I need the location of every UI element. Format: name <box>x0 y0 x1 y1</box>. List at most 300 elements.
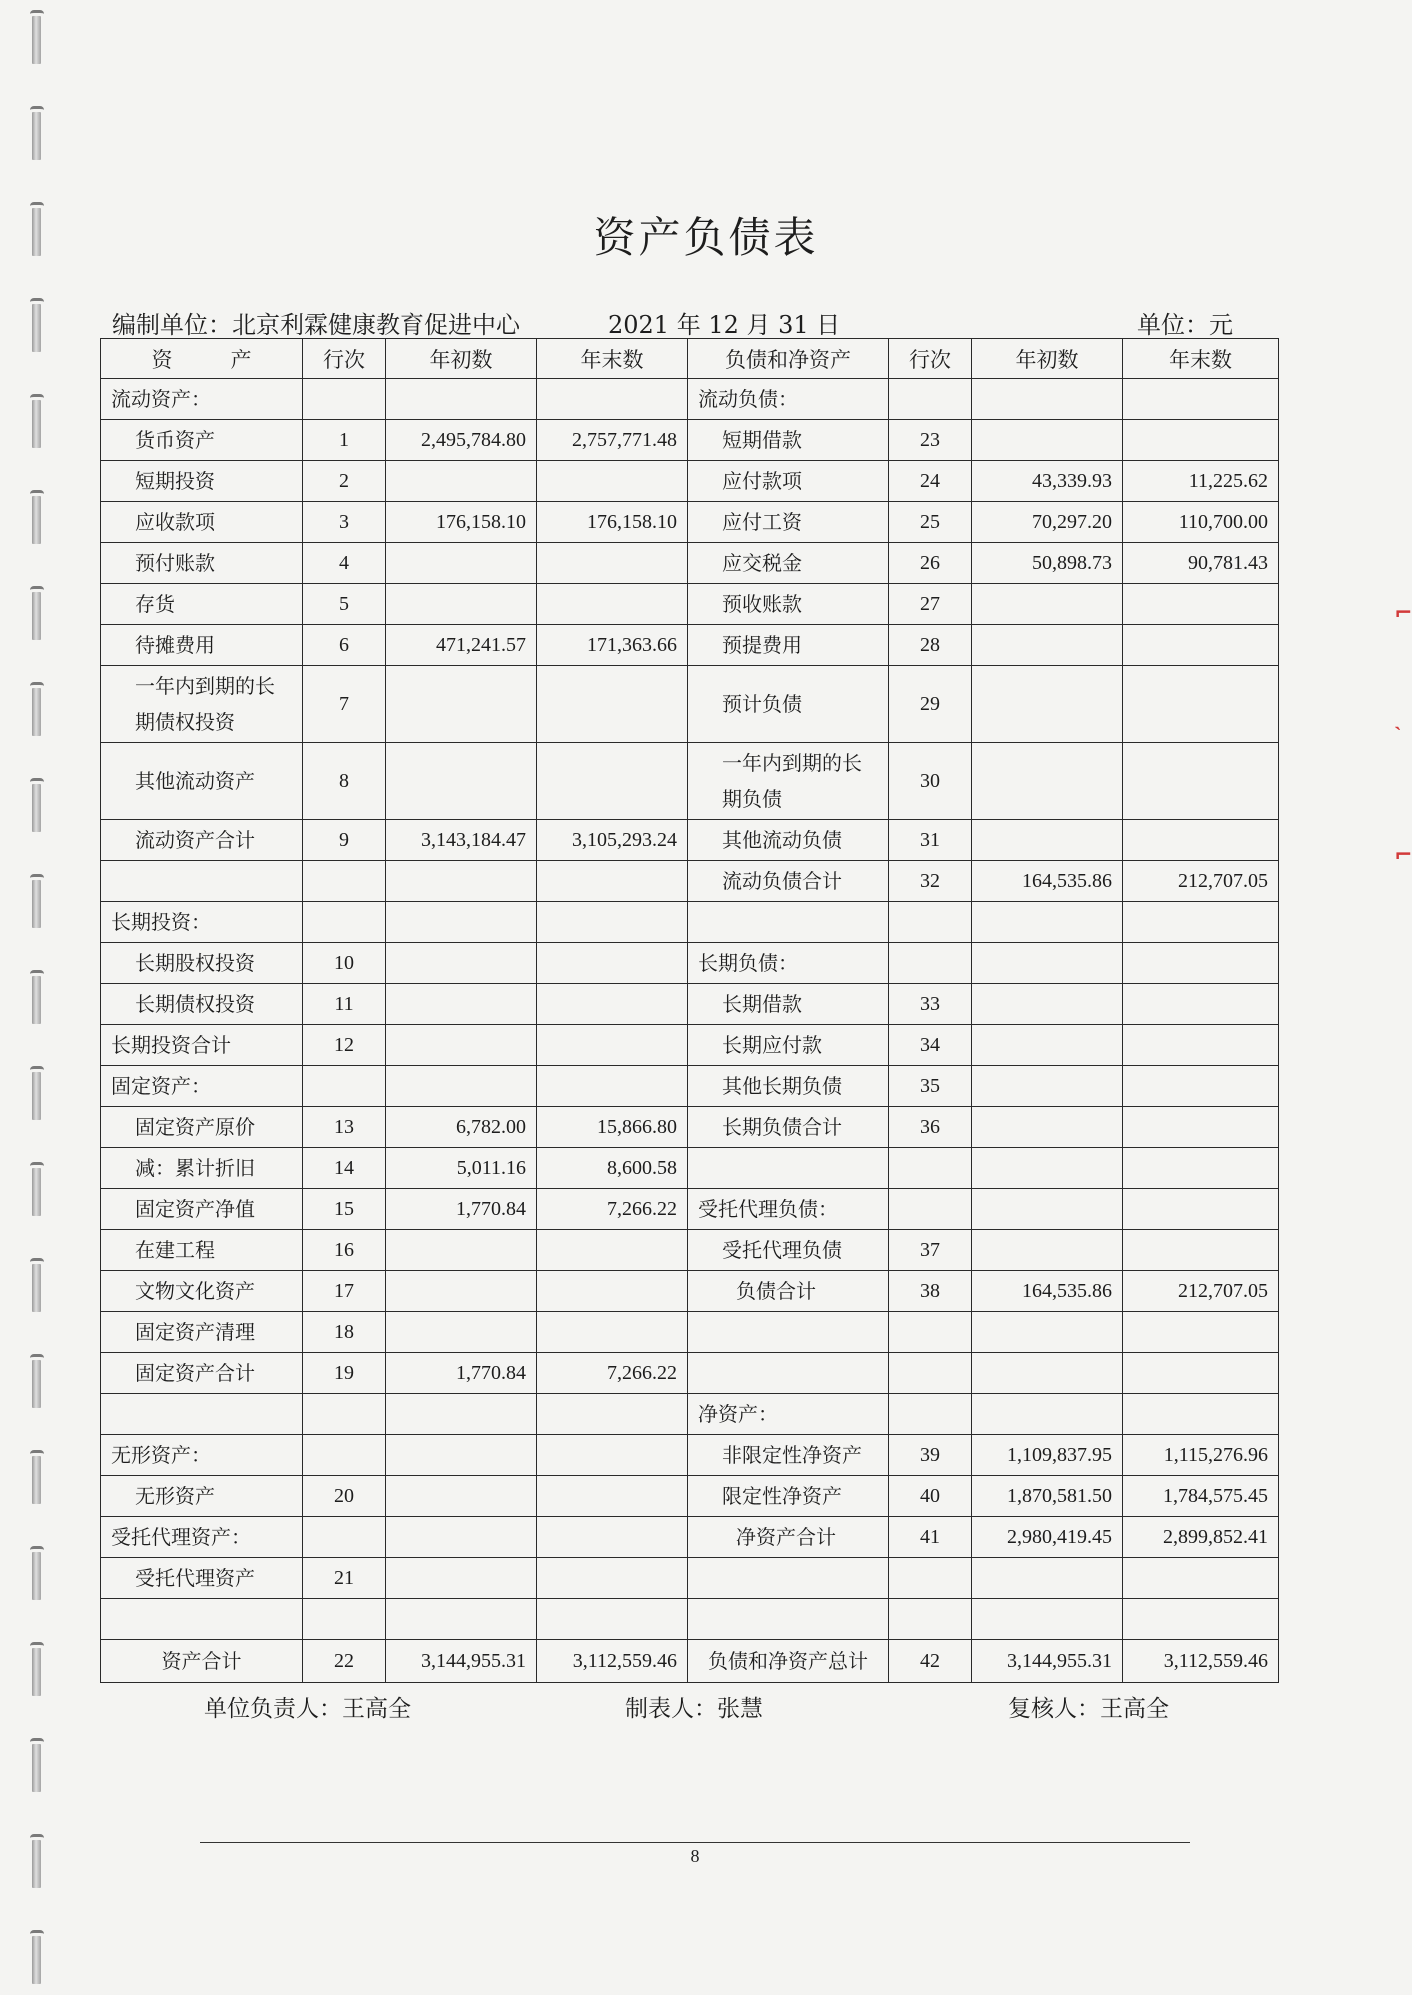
asset-label: 资产合计 <box>101 1640 303 1683</box>
asset-closing-value: 176,158.10 <box>537 502 688 543</box>
liability-closing-value: 11,225.62 <box>1123 461 1279 502</box>
header-closing: 年末数 <box>1123 339 1279 379</box>
asset-label: 流动资产： <box>101 379 303 420</box>
liability-opening-value <box>972 379 1123 420</box>
asset-closing-value <box>537 1476 688 1517</box>
signature-head: 单位负责人：王高全 <box>204 1696 411 1722</box>
asset-closing-value <box>537 984 688 1025</box>
header-opening: 年初数 <box>386 339 537 379</box>
liability-closing-value: 212,707.05 <box>1123 861 1279 902</box>
asset-label: 文物文化资产 <box>101 1271 303 1312</box>
table-row <box>101 1599 1279 1640</box>
asset-closing-value: 15,866.80 <box>537 1107 688 1148</box>
asset-closing-value: 8,600.58 <box>537 1148 688 1189</box>
asset-line-no: 6 <box>303 625 386 666</box>
liability-label: 短期借款 <box>688 420 889 461</box>
liability-label <box>688 1353 889 1394</box>
liability-line-no: 29 <box>889 666 972 743</box>
asset-label: 待摊费用 <box>101 625 303 666</box>
asset-opening-value <box>386 1476 537 1517</box>
liability-opening-value <box>972 902 1123 943</box>
liability-closing-value: 1,115,276.96 <box>1123 1435 1279 1476</box>
asset-opening-value <box>386 943 537 984</box>
liability-opening-value: 164,535.86 <box>972 1271 1123 1312</box>
binding-ring <box>30 1162 42 1218</box>
liability-label <box>688 1558 889 1599</box>
header-line-no: 行次 <box>889 339 972 379</box>
liability-label: 应付款项 <box>688 461 889 502</box>
table-row <box>101 1066 1279 1107</box>
asset-opening-value <box>386 1025 537 1066</box>
asset-line-no: 18 <box>303 1312 386 1353</box>
asset-opening-value <box>386 666 537 743</box>
asset-closing-value <box>537 943 688 984</box>
liability-closing-value <box>1123 902 1279 943</box>
liability-line-no <box>889 902 972 943</box>
asset-closing-value <box>537 1025 688 1066</box>
liability-opening-value: 70,297.20 <box>972 502 1123 543</box>
liability-line-no: 34 <box>889 1025 972 1066</box>
asset-closing-value <box>537 861 688 902</box>
table-row <box>101 379 1279 420</box>
table-row <box>101 1394 1279 1435</box>
liability-closing-value <box>1123 820 1279 861</box>
asset-line-no: 5 <box>303 584 386 625</box>
table-row <box>101 902 1279 943</box>
asset-closing-value <box>537 543 688 584</box>
liability-line-no <box>889 379 972 420</box>
table-row <box>101 820 1279 861</box>
liability-line-no: 36 <box>889 1107 972 1148</box>
liability-label: 其他流动负债 <box>688 820 889 861</box>
liability-opening-value <box>972 1066 1123 1107</box>
asset-closing-value: 7,266.22 <box>537 1353 688 1394</box>
liability-opening-value <box>972 1394 1123 1435</box>
liability-closing-value <box>1123 1107 1279 1148</box>
asset-line-no <box>303 1517 386 1558</box>
liability-closing-value: 2,899,852.41 <box>1123 1517 1279 1558</box>
asset-closing-value <box>537 1517 688 1558</box>
asset-label: 货币资产 <box>101 420 303 461</box>
table-row <box>101 1476 1279 1517</box>
asset-label: 无形资产 <box>101 1476 303 1517</box>
asset-label: 减：累计折旧 <box>101 1148 303 1189</box>
asset-line-no <box>303 861 386 902</box>
liability-closing-value <box>1123 1230 1279 1271</box>
asset-closing-value <box>537 1435 688 1476</box>
table-row <box>101 1107 1279 1148</box>
table-row <box>101 461 1279 502</box>
asset-line-no <box>303 1066 386 1107</box>
table-row <box>101 1148 1279 1189</box>
liability-closing-value <box>1123 984 1279 1025</box>
asset-line-no: 15 <box>303 1189 386 1230</box>
asset-line-no: 8 <box>303 743 386 820</box>
liability-opening-value <box>972 666 1123 743</box>
table-row <box>101 1025 1279 1066</box>
liability-line-no: 40 <box>889 1476 972 1517</box>
asset-closing-value: 3,112,559.46 <box>537 1640 688 1683</box>
liability-opening-value <box>972 1599 1123 1640</box>
asset-closing-value <box>537 1230 688 1271</box>
asset-line-no: 20 <box>303 1476 386 1517</box>
asset-closing-value <box>537 461 688 502</box>
liability-closing-value <box>1123 1312 1279 1353</box>
asset-opening-value: 3,143,184.47 <box>386 820 537 861</box>
liability-line-no: 23 <box>889 420 972 461</box>
asset-closing-value <box>537 379 688 420</box>
currency-unit: 单位：元 <box>1137 311 1233 339</box>
liability-line-no <box>889 1599 972 1640</box>
liability-closing-value: 90,781.43 <box>1123 543 1279 584</box>
asset-label: 长期投资合计 <box>101 1025 303 1066</box>
liability-closing-value <box>1123 1189 1279 1230</box>
liability-line-no <box>889 1148 972 1189</box>
liability-label: 非限定性净资产 <box>688 1435 889 1476</box>
liability-label: 应交税金 <box>688 543 889 584</box>
header-liabilities: 负债和净资产 <box>688 339 889 379</box>
liability-line-no: 38 <box>889 1271 972 1312</box>
binding-ring <box>30 1354 42 1410</box>
asset-label: 一年内到期的长期债权投资 <box>101 666 303 743</box>
liability-label: 预收账款 <box>688 584 889 625</box>
signature-preparer: 制表人：张慧 <box>625 1696 763 1722</box>
asset-line-no: 19 <box>303 1353 386 1394</box>
asset-opening-value <box>386 984 537 1025</box>
liability-closing-value <box>1123 943 1279 984</box>
asset-opening-value: 3,144,955.31 <box>386 1640 537 1683</box>
liability-label: 应付工资 <box>688 502 889 543</box>
liability-closing-value <box>1123 1025 1279 1066</box>
liability-line-no: 42 <box>889 1640 972 1683</box>
asset-closing-value: 171,363.66 <box>537 625 688 666</box>
table-row <box>101 502 1279 543</box>
table-row <box>101 1271 1279 1312</box>
liability-label: 净资产合计 <box>688 1517 889 1558</box>
asset-closing-value <box>537 666 688 743</box>
asset-opening-value: 6,782.00 <box>386 1107 537 1148</box>
asset-closing-value <box>537 743 688 820</box>
liability-opening-value <box>972 1025 1123 1066</box>
binding-ring <box>30 1066 42 1122</box>
liability-closing-value <box>1123 1394 1279 1435</box>
liability-opening-value <box>972 943 1123 984</box>
asset-opening-value <box>386 1435 537 1476</box>
asset-label: 长期股权投资 <box>101 943 303 984</box>
asset-line-no <box>303 1394 386 1435</box>
asset-label: 应收款项 <box>101 502 303 543</box>
asset-line-no: 22 <box>303 1640 386 1683</box>
liability-label: 负债合计 <box>688 1271 889 1312</box>
seal-fragment: ˎ <box>1394 705 1402 731</box>
liability-opening-value <box>972 820 1123 861</box>
liability-closing-value <box>1123 1353 1279 1394</box>
asset-opening-value <box>386 584 537 625</box>
document-title: 资产负债表 <box>593 213 819 262</box>
liability-label: 流动负债合计 <box>688 861 889 902</box>
balance-sheet-table <box>100 338 1279 1683</box>
liability-closing-value <box>1123 584 1279 625</box>
liability-closing-value <box>1123 379 1279 420</box>
asset-label: 无形资产： <box>101 1435 303 1476</box>
asset-line-no: 7 <box>303 666 386 743</box>
liability-line-no: 39 <box>889 1435 972 1476</box>
table-row <box>101 625 1279 666</box>
liability-closing-value <box>1123 1148 1279 1189</box>
asset-label: 固定资产原价 <box>101 1107 303 1148</box>
asset-closing-value <box>537 1394 688 1435</box>
liability-label <box>688 1148 889 1189</box>
liability-line-no: 25 <box>889 502 972 543</box>
asset-opening-value <box>386 1271 537 1312</box>
asset-closing-value: 3,105,293.24 <box>537 820 688 861</box>
asset-label: 固定资产净值 <box>101 1189 303 1230</box>
liability-label: 流动负债： <box>688 379 889 420</box>
asset-opening-value <box>386 902 537 943</box>
asset-closing-value <box>537 902 688 943</box>
liability-closing-value <box>1123 666 1279 743</box>
page-number: 8 <box>690 1846 700 1866</box>
liability-opening-value <box>972 1189 1123 1230</box>
table-row <box>101 984 1279 1025</box>
footer-rule <box>200 1842 1190 1843</box>
table-row <box>101 1435 1279 1476</box>
binding-ring <box>30 1930 42 1986</box>
asset-line-no: 12 <box>303 1025 386 1066</box>
liability-label: 受托代理负债 <box>688 1230 889 1271</box>
liability-line-no: 30 <box>889 743 972 820</box>
liability-line-no: 32 <box>889 861 972 902</box>
liability-opening-value: 1,109,837.95 <box>972 1435 1123 1476</box>
asset-line-no: 9 <box>303 820 386 861</box>
binding-ring <box>30 10 42 66</box>
liability-opening-value <box>972 1107 1123 1148</box>
table-row <box>101 420 1279 461</box>
table-row <box>101 584 1279 625</box>
liability-label <box>688 902 889 943</box>
liability-label: 负债和净资产总计 <box>688 1640 889 1683</box>
liability-label <box>688 1312 889 1353</box>
liability-closing-value <box>1123 625 1279 666</box>
liability-opening-value <box>972 625 1123 666</box>
liability-line-no <box>889 1353 972 1394</box>
asset-line-no: 10 <box>303 943 386 984</box>
liability-closing-value <box>1123 420 1279 461</box>
table-row <box>101 543 1279 584</box>
asset-closing-value <box>537 1066 688 1107</box>
table-row <box>101 1312 1279 1353</box>
asset-line-no: 11 <box>303 984 386 1025</box>
binding-ring <box>30 874 42 930</box>
liability-opening-value <box>972 743 1123 820</box>
asset-closing-value <box>537 1271 688 1312</box>
table-row <box>101 1558 1279 1599</box>
asset-label: 短期投资 <box>101 461 303 502</box>
asset-label: 长期投资： <box>101 902 303 943</box>
liability-line-no: 35 <box>889 1066 972 1107</box>
table-row <box>101 1517 1279 1558</box>
asset-closing-value <box>537 1312 688 1353</box>
asset-opening-value <box>386 543 537 584</box>
asset-label: 受托代理资产： <box>101 1517 303 1558</box>
asset-opening-value <box>386 461 537 502</box>
liability-opening-value <box>972 420 1123 461</box>
liability-label: 限定性净资产 <box>688 1476 889 1517</box>
asset-label: 预付账款 <box>101 543 303 584</box>
asset-closing-value <box>537 1558 688 1599</box>
asset-label: 流动资产合计 <box>101 820 303 861</box>
binding-ring <box>30 394 42 450</box>
binding-ring <box>30 970 42 1026</box>
liability-closing-value: 3,112,559.46 <box>1123 1640 1279 1683</box>
seal-fragment: ⌐ <box>1394 842 1412 868</box>
liability-line-no: 28 <box>889 625 972 666</box>
asset-label <box>101 861 303 902</box>
asset-label: 固定资产合计 <box>101 1353 303 1394</box>
liability-opening-value <box>972 1148 1123 1189</box>
binding-ring <box>30 1642 42 1698</box>
asset-line-no <box>303 902 386 943</box>
binding-ring <box>30 682 42 738</box>
liability-closing-value: 212,707.05 <box>1123 1271 1279 1312</box>
asset-opening-value: 2,495,784.80 <box>386 420 537 461</box>
asset-closing-value: 7,266.22 <box>537 1189 688 1230</box>
liability-label: 受托代理负债： <box>688 1189 889 1230</box>
report-date: 2021 年 12 月 31 日 <box>608 311 841 339</box>
binding-ring <box>30 1546 42 1602</box>
asset-line-no: 1 <box>303 420 386 461</box>
binding-ring <box>30 1258 42 1314</box>
liability-label: 预计负债 <box>688 666 889 743</box>
liability-opening-value <box>972 1353 1123 1394</box>
table-row <box>101 943 1279 984</box>
asset-line-no <box>303 1435 386 1476</box>
asset-opening-value: 1,770.84 <box>386 1353 537 1394</box>
liability-label <box>688 1599 889 1640</box>
asset-opening-value <box>386 1558 537 1599</box>
table-row <box>101 861 1279 902</box>
asset-label: 其他流动资产 <box>101 743 303 820</box>
header-line-no: 行次 <box>303 339 386 379</box>
asset-label: 存货 <box>101 584 303 625</box>
asset-label: 固定资产： <box>101 1066 303 1107</box>
liability-opening-value: 50,898.73 <box>972 543 1123 584</box>
asset-line-no: 4 <box>303 543 386 584</box>
liability-opening-value <box>972 1558 1123 1599</box>
liability-opening-value <box>972 984 1123 1025</box>
liability-opening-value <box>972 1230 1123 1271</box>
binding-ring <box>30 1450 42 1506</box>
asset-line-no: 16 <box>303 1230 386 1271</box>
table-header-row <box>101 339 1279 379</box>
asset-line-no: 17 <box>303 1271 386 1312</box>
signature-reviewer: 复核人：王高全 <box>1008 1696 1169 1722</box>
table-row <box>101 743 1279 820</box>
liability-closing-value: 110,700.00 <box>1123 502 1279 543</box>
liability-opening-value: 2,980,419.45 <box>972 1517 1123 1558</box>
asset-opening-value: 471,241.57 <box>386 625 537 666</box>
liability-line-no: 37 <box>889 1230 972 1271</box>
asset-closing-value <box>537 584 688 625</box>
liability-label: 长期负债合计 <box>688 1107 889 1148</box>
liability-label: 预提费用 <box>688 625 889 666</box>
binding-ring <box>30 106 42 162</box>
liability-closing-value <box>1123 1599 1279 1640</box>
liability-opening-value: 43,339.93 <box>972 461 1123 502</box>
liability-line-no: 24 <box>889 461 972 502</box>
liability-closing-value <box>1123 1066 1279 1107</box>
asset-label <box>101 1394 303 1435</box>
liability-label: 长期应付款 <box>688 1025 889 1066</box>
liability-line-no: 33 <box>889 984 972 1025</box>
header-closing: 年末数 <box>537 339 688 379</box>
asset-opening-value: 1,770.84 <box>386 1189 537 1230</box>
liability-label: 其他长期负债 <box>688 1066 889 1107</box>
asset-line-no: 13 <box>303 1107 386 1148</box>
binding-ring <box>30 1738 42 1794</box>
asset-opening-value <box>386 1312 537 1353</box>
table-row <box>101 1230 1279 1271</box>
liability-line-no: 41 <box>889 1517 972 1558</box>
asset-opening-value <box>386 743 537 820</box>
liability-opening-value: 164,535.86 <box>972 861 1123 902</box>
asset-closing-value: 2,757,771.48 <box>537 420 688 461</box>
asset-line-no <box>303 1599 386 1640</box>
seal-fragment: ⌐ <box>1394 600 1412 626</box>
liability-line-no <box>889 943 972 984</box>
table-row <box>101 1353 1279 1394</box>
liability-line-no: 31 <box>889 820 972 861</box>
liability-opening-value: 1,870,581.50 <box>972 1476 1123 1517</box>
liability-line-no: 27 <box>889 584 972 625</box>
asset-label: 受托代理资产 <box>101 1558 303 1599</box>
liability-line-no <box>889 1189 972 1230</box>
liability-opening-value: 3,144,955.31 <box>972 1640 1123 1683</box>
table-row <box>101 1640 1279 1683</box>
asset-opening-value <box>386 1066 537 1107</box>
asset-opening-value <box>386 1230 537 1271</box>
asset-opening-value <box>386 1599 537 1640</box>
asset-label: 在建工程 <box>101 1230 303 1271</box>
asset-line-no: 3 <box>303 502 386 543</box>
asset-closing-value <box>537 1599 688 1640</box>
header-assets: 资产 <box>101 339 303 379</box>
liability-line-no: 26 <box>889 543 972 584</box>
liability-opening-value <box>972 584 1123 625</box>
liability-label: 长期借款 <box>688 984 889 1025</box>
asset-opening-value: 5,011.16 <box>386 1148 537 1189</box>
asset-label <box>101 1599 303 1640</box>
asset-label: 长期债权投资 <box>101 984 303 1025</box>
header-opening: 年初数 <box>972 339 1123 379</box>
asset-opening-value <box>386 379 537 420</box>
binding-rings <box>22 0 56 1995</box>
table-row <box>101 666 1279 743</box>
asset-line-no: 2 <box>303 461 386 502</box>
liability-label: 净资产： <box>688 1394 889 1435</box>
liability-line-no <box>889 1558 972 1599</box>
liability-closing-value <box>1123 1558 1279 1599</box>
asset-opening-value <box>386 1517 537 1558</box>
liability-label: 一年内到期的长期负债 <box>688 743 889 820</box>
asset-opening-value <box>386 1394 537 1435</box>
liability-label: 长期负债： <box>688 943 889 984</box>
liability-closing-value <box>1123 743 1279 820</box>
organization-label: 编制单位：北京利霖健康教育促进中心 <box>112 311 520 339</box>
asset-label: 固定资产清理 <box>101 1312 303 1353</box>
liability-line-no <box>889 1312 972 1353</box>
asset-opening-value: 176,158.10 <box>386 502 537 543</box>
